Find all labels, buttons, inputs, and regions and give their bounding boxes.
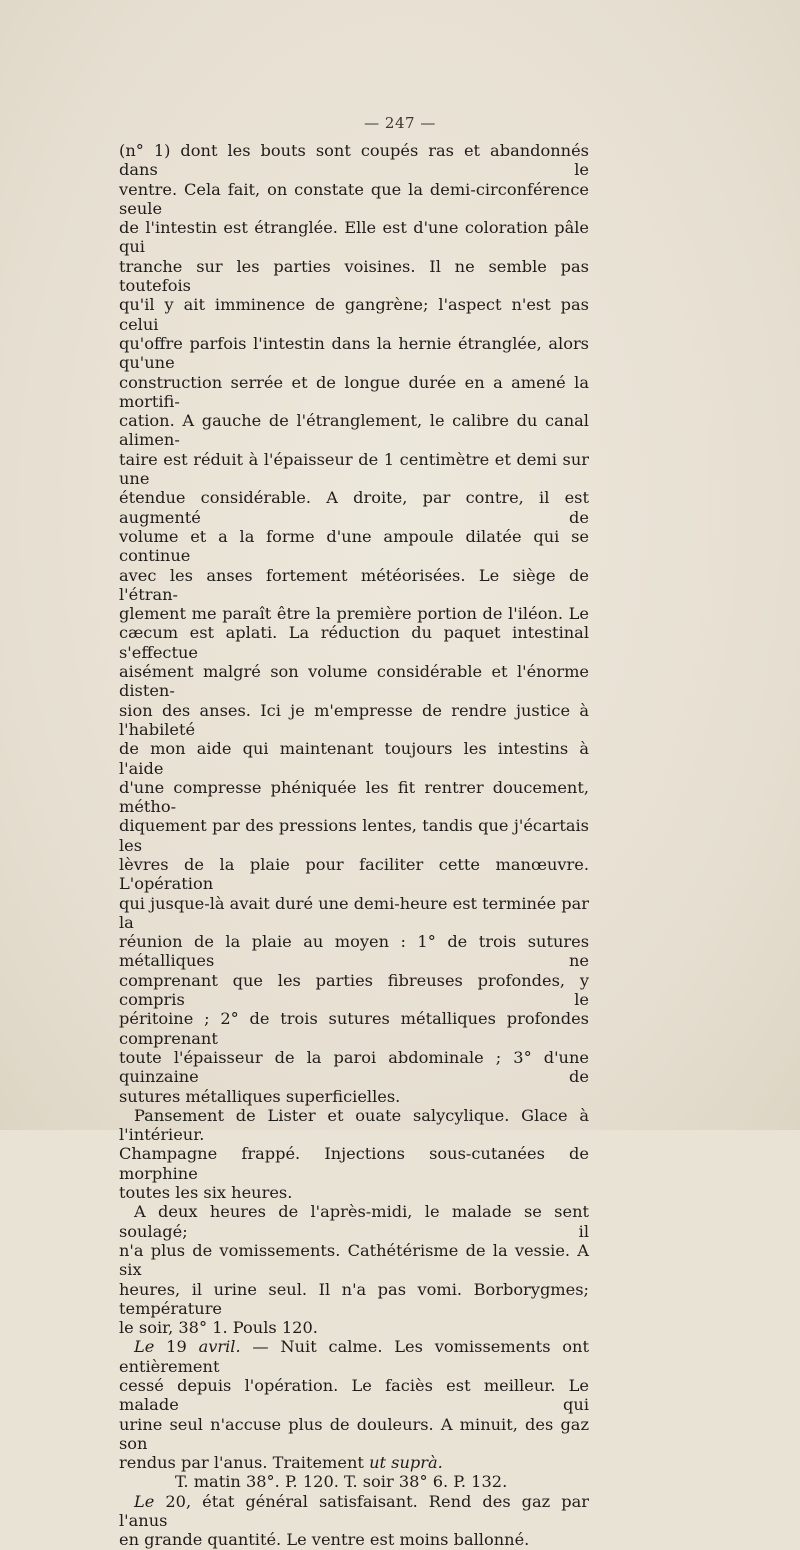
text-line: sion des anses. Ici je m'empresse de rendre justice à l'habileté bbox=[119, 700, 589, 739]
text-line: cation. A gauche de l'étranglement, le calibre du canal alimen- bbox=[119, 411, 589, 450]
text-line: péritoine ; 2° de trois sutures métalliques profondes comprenant bbox=[119, 1009, 589, 1048]
paragraph-operation bbox=[119, 141, 589, 1106]
text-line: cæcum est aplati. La réduction du paquet intestinal s'effectue bbox=[119, 623, 589, 662]
text-line: cessé depuis l'opération. Le faciès est meilleur. Le malade qui bbox=[119, 1376, 589, 1415]
text-line: le soir, 38° 1. Pouls 120. bbox=[119, 1318, 318, 1338]
text-line: qu'offre parfois l'intestin dans la hernie étranglée, alors qu'une bbox=[119, 333, 589, 373]
text-line: n'a plus de vomissements. Cathétérisme de la vessie. A six bbox=[119, 1240, 589, 1280]
text-line: d'une compresse phéniquée les fit rentrer doucement, métho- bbox=[119, 777, 589, 817]
paragraph-april-19 bbox=[119, 1337, 589, 1472]
text-line: glement me paraît être la première portion de l'iléon. Le bbox=[119, 604, 589, 624]
text-line: qui jusque-là avait duré une demi-heure est terminée par la bbox=[119, 893, 589, 932]
text-line: urine seul n'accuse plus de douleurs. A minuit, des gaz son bbox=[119, 1414, 589, 1453]
text-line: sutures métalliques superficielles. bbox=[119, 1086, 401, 1106]
vitals-line: T. matin 38°. P. 120. T. soir 38° 6. P. 132. bbox=[175, 1472, 508, 1492]
text-line: qu'il y ait imminence de gangrène; l'aspect n'est pas celui bbox=[119, 295, 589, 334]
date-lead: Le bbox=[134, 1491, 155, 1511]
paragraph-april-20 bbox=[119, 1492, 589, 1550]
page-number: — 247 — bbox=[364, 114, 436, 132]
text-line bbox=[119, 1453, 589, 1472]
text-line: réunion de la plaie au moyen : 1° de trois sutures métalliques ne bbox=[119, 932, 589, 971]
date-month: avril. bbox=[198, 1337, 241, 1357]
text-line: avec les anses fortement météorisées. Le siège de l'étran- bbox=[119, 565, 589, 604]
text-line bbox=[119, 1492, 589, 1531]
text-line: diquement par des pressions lentes, tandis que j'écartais les bbox=[119, 816, 589, 855]
text-line: Champagne frappé. Injections sous-cutanées de morphine bbox=[119, 1144, 589, 1183]
text-line: (n° 1) dont les bouts sont coupés ras et abandonnés dans le bbox=[119, 141, 589, 180]
text-line: de mon aide qui maintenant toujours les intestins à l'aide bbox=[119, 739, 589, 778]
text-line: tranche sur les parties voisines. Il ne semble pas toutefois bbox=[119, 256, 589, 296]
text-line bbox=[119, 1337, 589, 1376]
line-rest: 20, état général satisfaisant. Rend des gaz par l'anus bbox=[119, 1491, 589, 1531]
text-line: Pansement de Lister et ouate salycylique. Glace à l'intérieur. bbox=[119, 1105, 589, 1145]
latin-phrase: ut suprà. bbox=[369, 1453, 443, 1473]
date-lead: Le bbox=[134, 1337, 155, 1357]
paragraph-dressing bbox=[119, 1106, 589, 1202]
text-line: heures, il urine seul. Il n'a pas vomi. Borborygmes; température bbox=[119, 1279, 589, 1318]
text-line: en grande quantité. Le ventre est moins ballonné. bbox=[119, 1530, 530, 1550]
text-line: toutes les six heures. bbox=[119, 1183, 293, 1203]
text-line: aisément malgré son volume considérable et l'énorme disten- bbox=[119, 662, 589, 701]
line-rest: — Nuit calme. Les vomissements ont entièrement bbox=[119, 1337, 589, 1376]
text-line: de l'intestin est étranglée. Elle est d'une coloration pâle qui bbox=[119, 218, 589, 257]
line-text: rendus par l'anus. Traitement bbox=[119, 1453, 370, 1473]
text-line: construction serrée et de longue durée en a amené la mortifi- bbox=[119, 372, 589, 411]
body-text bbox=[119, 141, 589, 1550]
text-line: étendue considérable. A droite, par contre, il est augmenté de bbox=[119, 488, 589, 527]
text-line: A deux heures de l'après-midi, le malade se sent soulagé; il bbox=[119, 1202, 589, 1241]
text-line: volume et a la forme d'une ampoule dilatée qui se continue bbox=[119, 526, 589, 566]
text-line: comprenant que les parties fibreuses profondes, y compris le bbox=[119, 970, 589, 1010]
text-line: lèvres de la plaie pour faciliter cette manœuvre. L'opération bbox=[119, 854, 589, 894]
text-line: toute l'épaisseur de la paroi abdominale ; 3° d'une quinzaine de bbox=[119, 1047, 589, 1087]
date-day: 19 bbox=[166, 1337, 187, 1357]
paragraph-afternoon bbox=[119, 1202, 589, 1337]
text-line: ventre. Cela fait, on constate que la demi-circonférence seule bbox=[119, 179, 589, 218]
text-line: taire est réduit à l'épaisseur de 1 centimètre et demi sur une bbox=[119, 449, 589, 489]
